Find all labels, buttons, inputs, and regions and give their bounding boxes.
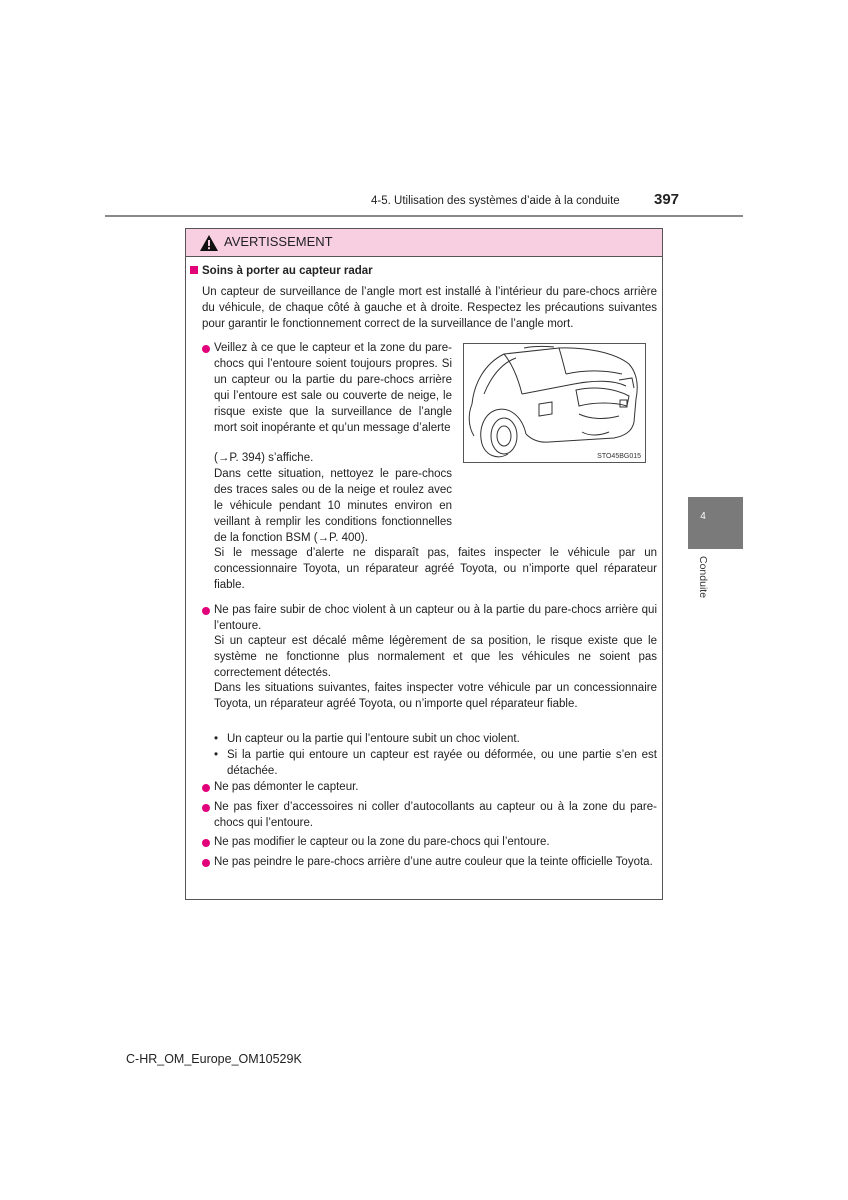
bullet-dot-icon bbox=[202, 839, 210, 847]
bullet2-text-b: Si un capteur est décalé même légèrement de sa position, le risque existe que le système ne fonctionne plus normalement et que les véhicules ne soient pas correctement détectés. bbox=[214, 635, 657, 679]
bullet-dot-icon bbox=[202, 784, 210, 792]
sub-bullet-marker: • bbox=[214, 733, 219, 745]
warning-title: AVERTISSEMENT bbox=[224, 234, 333, 249]
warning-box bbox=[185, 228, 663, 900]
bullet1-text-d: Si le message d’alerte ne disparaît pas, faites inspecter le véhicule par un concessionnaire Toyota, un réparateur agréé Toyota, ou n’importe quel réparateur fiable. bbox=[214, 547, 657, 591]
bullet6-text: Ne pas peindre le pare-chocs arrière d’une autre couleur que la teinte officielle Toyota. bbox=[214, 856, 653, 868]
bullet-dot-icon bbox=[202, 804, 210, 812]
chapter-side-tab bbox=[688, 497, 743, 549]
sub-bullet-1: Un capteur ou la partie qui l’entoure subit un choc violent. bbox=[227, 733, 520, 745]
car-rear-illustration bbox=[464, 344, 645, 462]
footer-doc-code: C-HR_OM_Europe_OM10529K bbox=[126, 1052, 302, 1066]
square-bullet-icon bbox=[190, 266, 198, 274]
header-rule bbox=[105, 215, 743, 217]
bullet4-text: Ne pas fixer d’accessoires ni coller d’autocollants au capteur ou à la zone du pare-chocs qui l’entoure. bbox=[214, 801, 657, 829]
sub-bullet-marker: • bbox=[214, 749, 219, 761]
bullet2-text-a: Ne pas faire subir de choc violent à un capteur ou à la partie du pare-chocs arrière qui l’entoure. bbox=[214, 604, 657, 632]
vehicle-rear-figure bbox=[463, 343, 646, 463]
intro-paragraph: Un capteur de surveillance de l’angle mort est installé à l’intérieur du pare-chocs arrière du véhicule, de chaque côté à gauche et à droite. Respectez les précautions suivantes pour garantir le fonctionnement correct de la surveillance de l’angle mort. bbox=[202, 286, 657, 330]
bullet-dot-icon bbox=[202, 607, 210, 615]
bullet1-text-c: Dans cette situation, nettoyez le pare-chocs des traces sales ou de la neige et roulez avec le véhicule pendant 10 minutes environ en veillant à remplir les conditions fonctionnelles de la fonction BSM (→P. 400). bbox=[214, 468, 452, 544]
bullet5-text: Ne pas modifier le capteur ou la zone du pare-chocs qui l’entoure. bbox=[214, 836, 550, 848]
header-section-title: 4-5. Utilisation des systèmes d’aide à la conduite bbox=[371, 195, 620, 207]
warning-header bbox=[186, 229, 662, 257]
figure-code: STO45BG015 bbox=[597, 453, 641, 460]
section-heading-text: Soins à porter au capteur radar bbox=[202, 265, 373, 277]
sub-bullet-2: Si la partie qui entoure un capteur est rayée ou déformée, ou une partie s’en est détachée. bbox=[227, 749, 657, 777]
bullet2-text-c: Dans les situations suivantes, faites inspecter votre véhicule par un concessionnaire Toyota, un réparateur agréé Toyota, ou n’importe quel réparateur fiable. bbox=[214, 682, 657, 710]
bullet1-text-b: (→P. 394) s’affiche. bbox=[214, 452, 314, 464]
chapter-label: Conduite bbox=[697, 556, 709, 599]
bullet-dot-icon bbox=[202, 345, 210, 353]
page-number: 397 bbox=[654, 191, 680, 208]
bullet-dot-icon bbox=[202, 859, 210, 867]
bullet1-text-a: Veillez à ce que le capteur et la zone du pare-chocs qui l’entoure soient toujours propres. Si un capteur ou la partie du pare-chocs arrière qui l’entoure est sale ou couverte de neige, le risque existe que la surveillance de l’angle mort soit inopérante et qu’un message d’alerte bbox=[214, 342, 452, 434]
bullet3-text: Ne pas démonter le capteur. bbox=[214, 781, 359, 793]
warning-triangle-icon bbox=[199, 234, 219, 252]
chapter-number: 4 bbox=[700, 511, 706, 522]
section-heading bbox=[190, 265, 373, 277]
